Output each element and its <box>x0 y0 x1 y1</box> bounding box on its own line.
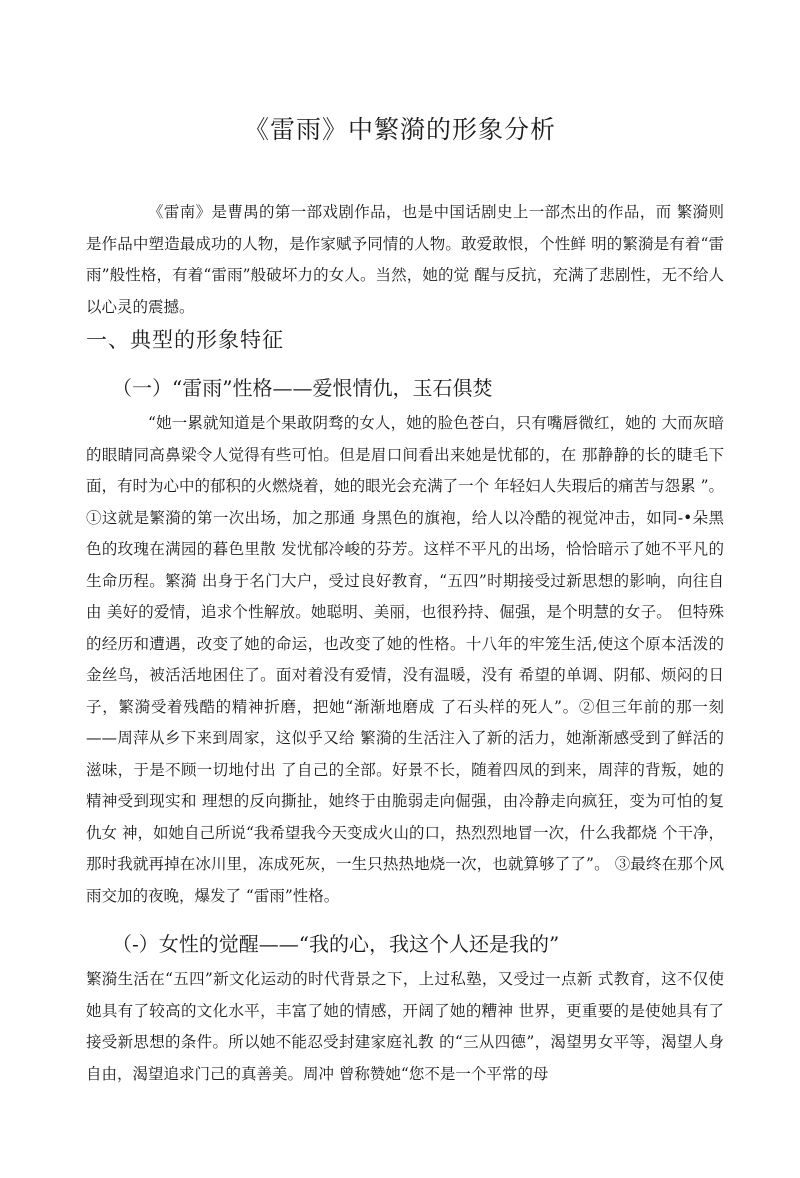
subsection-2-body: 繁漪生活在“五四”新文化运动的时代背景之下，上过私塾，又受过一点新 式教育，这不仅使她具有了较高的文化水平，丰富了她的情感，开阔了她的糟神 世界，更重要的是使她具有了接受新思想的条件。所以她不能忍受封建家庭礼教 的“三从四德”，渴望男女平等，渴望人身自由，渴望追求门己的真善美。周冲 曾称赞她“您不是一个平常的母 <box>86 970 724 1083</box>
intro-paragraph: 《雷南》是曹禺的第一部戏剧作品，也是中国话剧史上一部杰出的作品，而 繁漪则是作品中塑造最成功的人物，是作家赋予同情的人物。敢爱敢恨，个性鲜 明的繁漪是有着“雷雨”般性格，有着“雷雨”般破坏力的女人。当然，她的觉 醒与反抗，充满了悲剧性，无不给人以心灵的震撼。 <box>86 203 724 316</box>
subsection-1-body: “她一累就知道是个果敢阴骛的女人，她的脸色苍白，只有嘴唇微红，她的 大而灰暗的眼睛同高鼻梁令人觉得有些可怕。但是眉口间看出来她是忧郁的，在 那静静的长的睫毛下面，有时为心中的郁积的火燃烧着，她的眼光会充满了一个 年轻妇人失瑕后的痛苦与怨累 ”。①这就是繁漪的第一次出场，加之那通 身黑色的旗袍，给人以冷酷的视觉冲击，如同-•朵黑色的玫瑰在满园的暮色里散 发忧郁冷峻的芬芳。这样不平凡的出场，恰恰暗示了她不平凡的生命历程。繁漪 出身于名门大户，受过良好教育，“五四”时期接受过新思想的影响，向往自由 美好的爱情，追求个性解放。她聪明、美丽，也很矜持、倔强，是个明慧的女子。 但特殊的经历和遭遇，改变了她的命运，也改变了她的性格。十八年的牢笼生活,使这个原本活泼的金丝鸟，被活活地困住了。面对着没有爱情，没有温暖，没有 希望的单调、阴郁、烦闷的日子，繁漪受着残酷的精神折磨，把她“渐渐地磨成 了石头样的死人”。②但三年前的那一刻——周萍从乡下来到周家，这似乎又给 繁漪的生活注入了新的活力，她渐渐感受到了鲜活的滋味，于是不顾一切地付出 了自己的全部。好景不长，随着四凤的到来，周萍的背叛，她的精神受到现实和 理想的反向撕扯，她终于由脆弱走向倔强，由冷静走向疯狂，变为可怕的复仇女 神，如她自己所说“我希望我今天变成火山的口，热烈烈地冒一次，什么我都烧 个干净，那时我就再掉在冰川里，冻成死灰，一生只热热地烧一次，也就算够了了”。 ③最终在那个风雨交加的夜晚，爆发了 “雷雨”性格。 <box>86 414 724 905</box>
subsection-heading-1: （一）“雷雨”性格——爱恨情仇，玉石俱焚 <box>112 376 493 400</box>
document-title: 《雷雨》中繁漪的形象分析 <box>243 115 556 144</box>
subsection-heading-2: （-）女性的觉醒——“我的心，我这个人还是我的” <box>112 932 560 956</box>
section-heading: 一、典型的形象特征 <box>86 328 284 352</box>
